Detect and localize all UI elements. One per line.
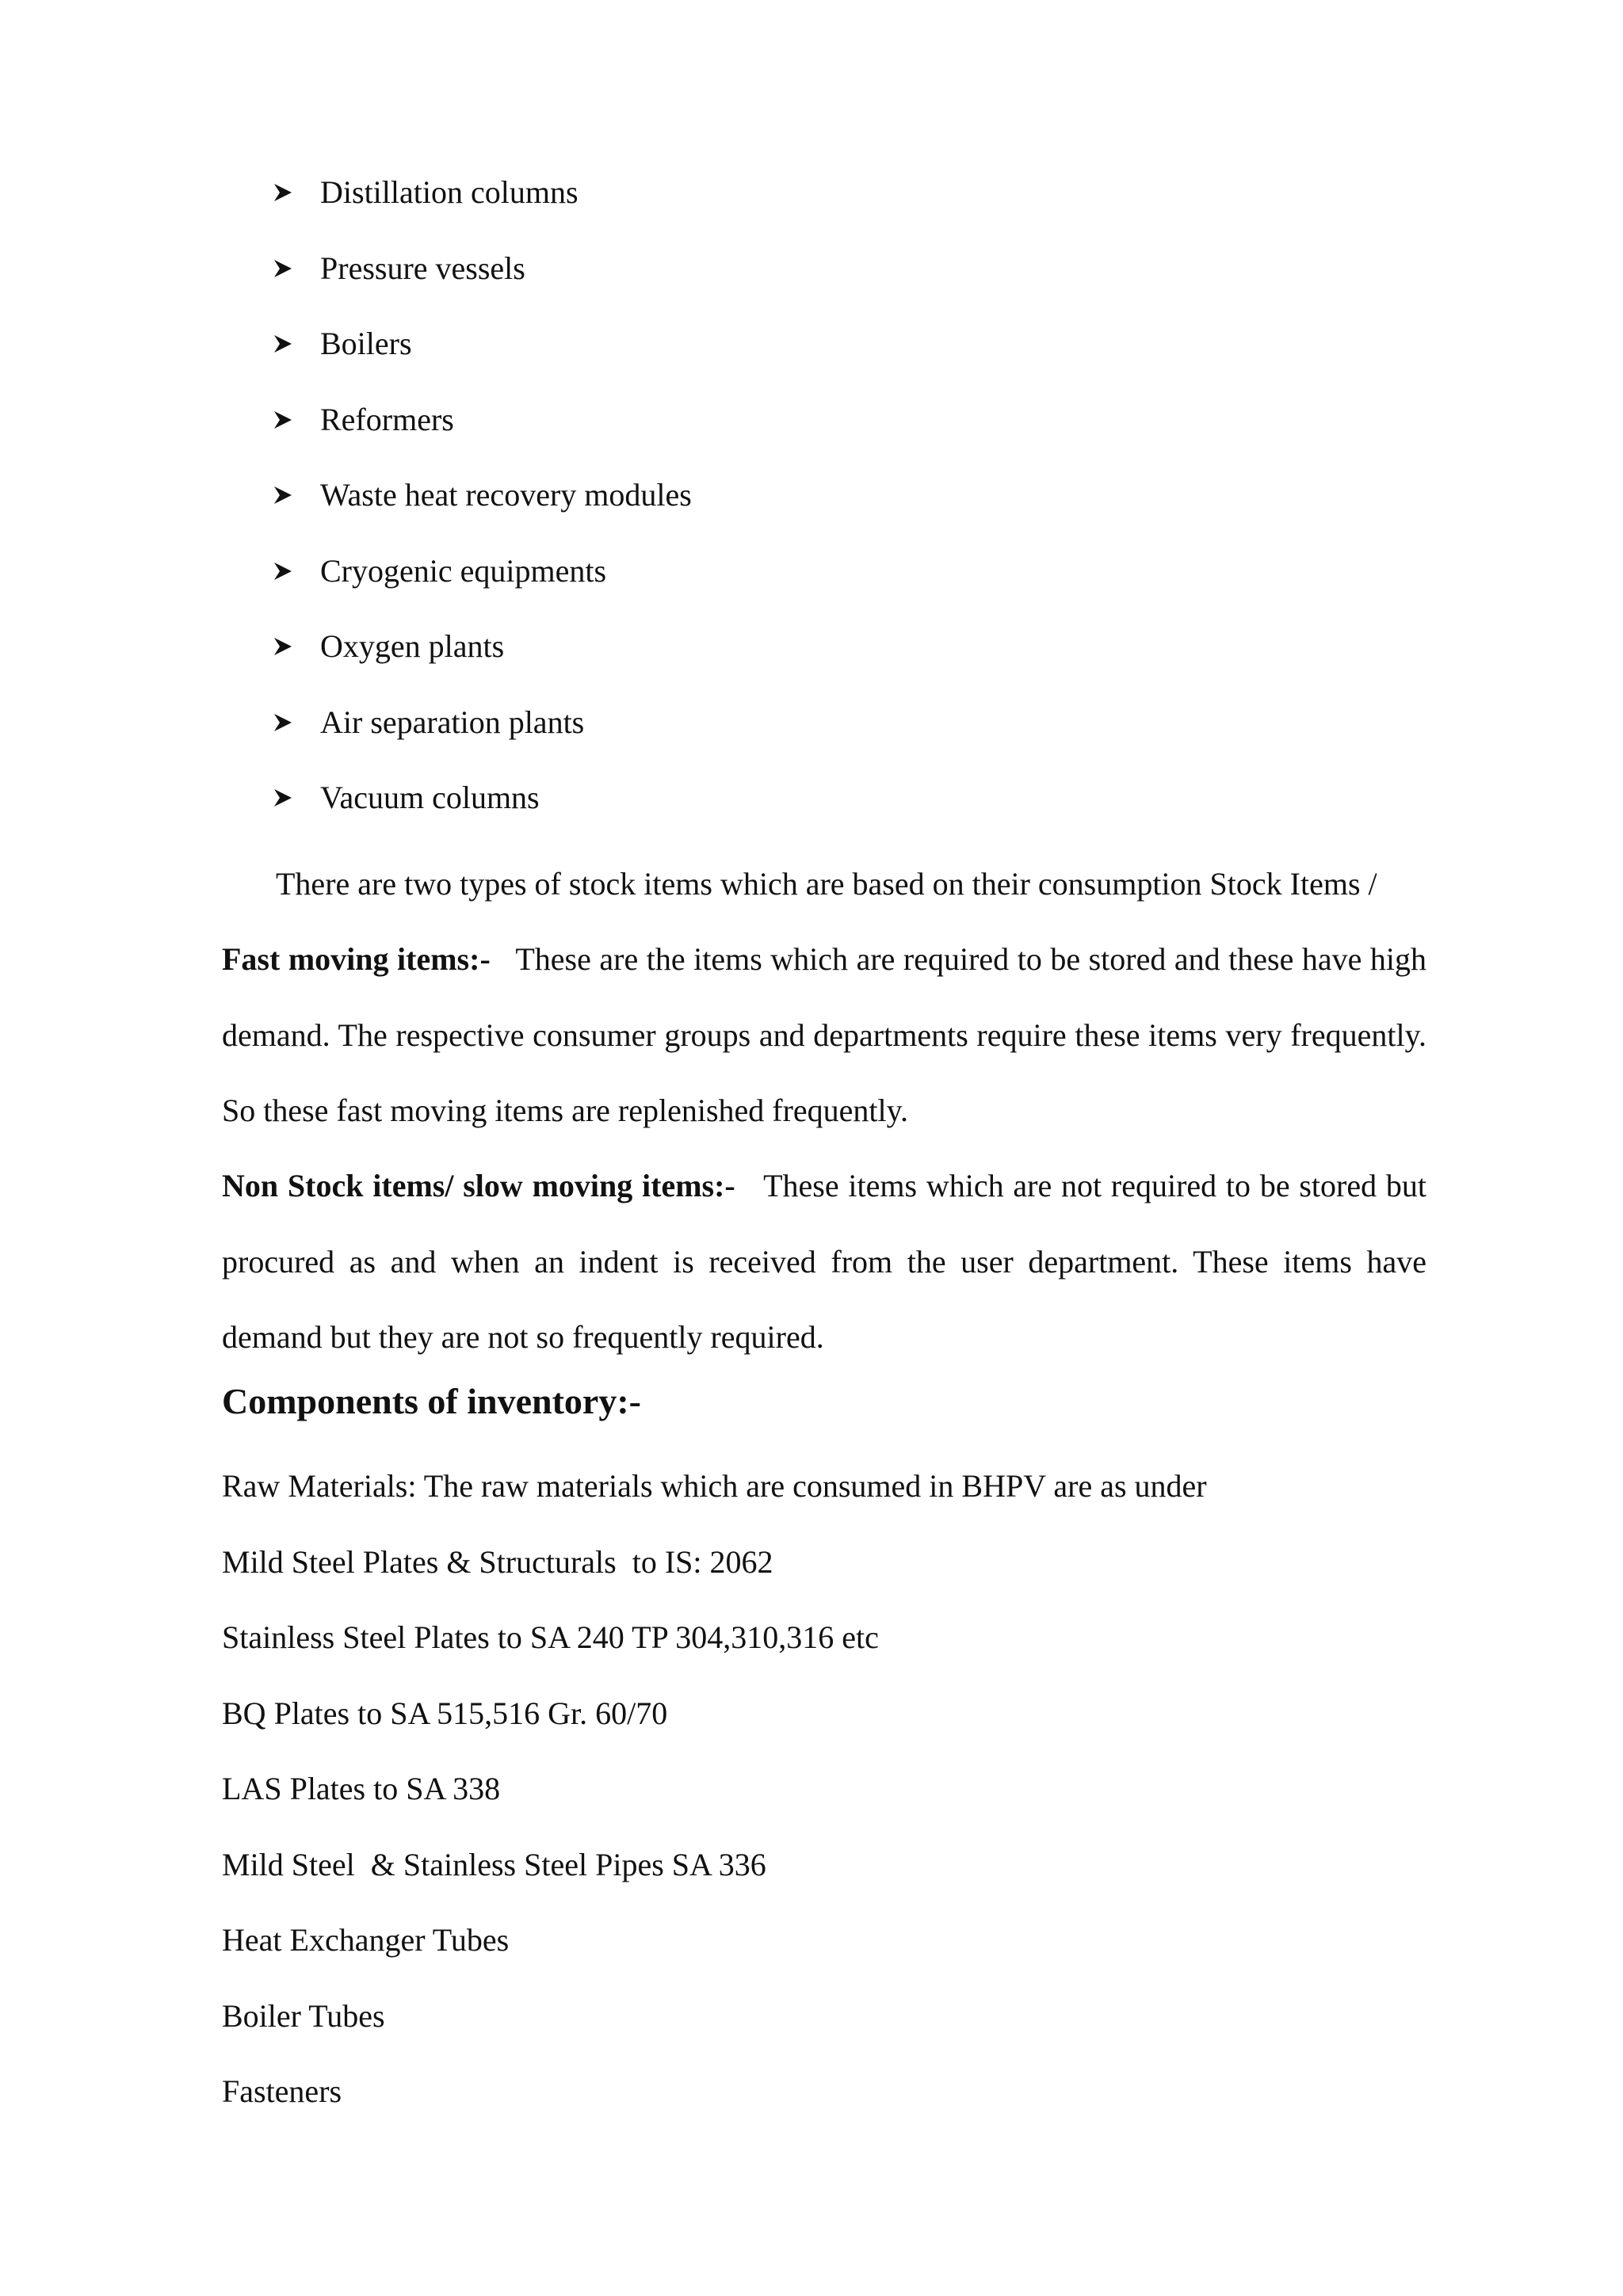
list-item: Stainless Steel Plates to SA 240 TP 304,310,316 etc	[222, 1619, 879, 1655]
stock-intro-paragraph	[222, 846, 1426, 922]
bullet-text: Reformers	[320, 401, 454, 437]
arrowhead-bullet-icon	[273, 398, 295, 442]
bullet-text: Waste heat recovery modules	[320, 477, 692, 513]
list-item: Raw Materials: The raw materials which are consumed in BHPV are as under	[222, 1468, 1207, 1504]
arrowhead-bullet-icon	[273, 776, 295, 820]
fast-moving-text: These are the items which are required to be stored and these have high demand. The respective consumer groups and departments require these items very frequently. So these fast moving items are replenished frequently.	[222, 941, 1427, 1128]
bullet-item	[273, 700, 692, 776]
bullet-text: Oxygen plants	[320, 628, 505, 664]
list-item: LAS Plates to SA 338	[222, 1771, 501, 1806]
arrowhead-bullet-icon	[273, 246, 295, 291]
list-item: BQ Plates to SA 515,516 Gr. 60/70	[222, 1695, 668, 1731]
non-stock-paragraph	[222, 1148, 1426, 1375]
non-stock-text: These items which are not required to be stored but procured as and when an indent is received from the user department. These items have demand but they are not so frequently required.	[222, 1168, 1426, 1355]
bullet-text: Cryogenic equipments	[320, 552, 607, 589]
bullet-item	[273, 322, 692, 398]
bullet-item	[273, 246, 692, 322]
bullet-item	[273, 473, 692, 549]
bullet-text: Pressure vessels	[320, 250, 525, 286]
arrowhead-bullet-icon	[273, 322, 295, 366]
components-heading	[222, 1376, 641, 1427]
list-item: Heat Exchanger Tubes	[222, 1922, 510, 1958]
components-heading-suffix: :-	[617, 1381, 641, 1421]
arrowhead-bullet-icon	[273, 700, 295, 745]
non-stock-label: Non Stock items/ slow moving items:-	[222, 1168, 735, 1203]
fast-moving-paragraph	[222, 921, 1426, 1149]
bullet-item	[273, 549, 692, 625]
arrowhead-bullet-icon	[273, 170, 295, 215]
bullet-item	[273, 776, 692, 852]
list-item: Fasteners	[222, 2073, 342, 2109]
components-heading-main: Components of inventory	[222, 1381, 617, 1421]
materials-list	[222, 1464, 1207, 2145]
arrowhead-bullet-icon	[273, 624, 295, 669]
equipment-bullet-list	[273, 170, 692, 852]
list-item: Boiler Tubes	[222, 1997, 385, 2034]
list-item: Mild Steel & Stainless Steel Pipes SA 336	[222, 1846, 766, 1882]
fast-moving-label: Fast moving items:-	[222, 941, 491, 977]
bullet-item	[273, 398, 692, 474]
bullet-text: Distillation columns	[320, 174, 579, 210]
bullet-item	[273, 170, 692, 246]
bullet-text: Vacuum columns	[320, 780, 540, 815]
bullet-text: Air separation plants	[320, 704, 585, 740]
bullet-text: Boilers	[320, 326, 412, 361]
bullet-item	[273, 624, 692, 700]
arrowhead-bullet-icon	[273, 549, 295, 593]
list-item: Mild Steel Plates & Structurals to IS: 2062	[222, 1543, 773, 1580]
arrowhead-bullet-icon	[273, 473, 295, 517]
stock-intro-text: There are two types of stock items which are based on their consumption Stock Items /	[276, 866, 1377, 902]
